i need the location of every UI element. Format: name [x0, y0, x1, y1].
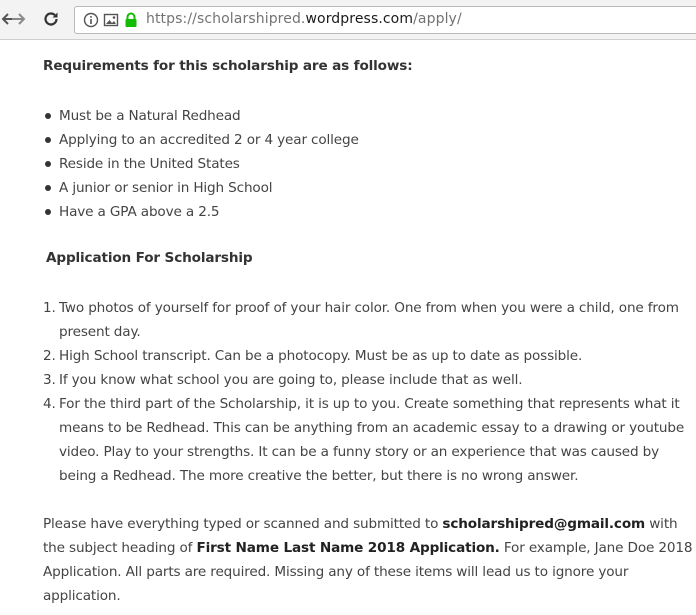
contact-email: scholarshipred@gmail.com [442, 516, 646, 532]
subject-heading: First Name Last Name 2018 Application. [196, 540, 500, 556]
application-heading: Application For Scholarship [46, 250, 253, 266]
site-identity[interactable] [83, 12, 139, 28]
list-item: Reside in the United States [43, 152, 359, 176]
list-item [43, 392, 693, 488]
item-number: 4. [43, 396, 56, 412]
lock-icon [123, 12, 139, 28]
arrow-right-icon [10, 10, 28, 28]
item-number: 3. [43, 372, 56, 388]
instructions-text: For example, Jane Doe 2018 Application. All parts are required. Missing any of these items will lead us to ignore your application. [43, 540, 693, 604]
address-bar[interactable] [74, 6, 696, 34]
browser-toolbar [0, 0, 696, 40]
requirements-list [43, 104, 359, 224]
item-text: If you know what school you are going to, please include that as well. [59, 372, 523, 388]
forward-button[interactable] [8, 8, 30, 30]
application-list [43, 296, 693, 488]
list-item [43, 368, 693, 392]
url-domain: wordpress.com [305, 11, 414, 27]
page-content [0, 40, 696, 615]
info-icon [83, 12, 99, 28]
item-text: High School transcript. Can be a photocopy. Must be as up to date as possible. [59, 348, 583, 364]
url-suffix: /apply/ [413, 11, 462, 27]
item-number: 2. [43, 348, 56, 364]
list-item [43, 344, 693, 368]
list-item: Applying to an accredited 2 or 4 year college [43, 128, 359, 152]
reload-button[interactable] [40, 8, 62, 30]
item-number: 1. [43, 300, 56, 316]
url-text[interactable] [146, 11, 462, 27]
list-item: Must be a Natural Redhead [43, 104, 359, 128]
requirements-heading: Requirements for this scholarship are as follows: [43, 58, 413, 74]
instructions-text: Please have everything typed or scanned and submitted to [43, 516, 443, 532]
item-text: For the third part of the Scholarship, it is up to you. Create something that represents what it means to be Redhead. This can be anything from an academic essay to a drawing or youtube video. Play to your strengths. It can be a funny story or an experience that was caused by being a Redhead. The more creative the better, but there is no wrong answer. [59, 396, 685, 484]
instructions-text: with the subject heading of [43, 516, 678, 556]
reload-icon [42, 10, 60, 28]
image-icon [103, 12, 119, 28]
list-item: A junior or senior in High School [43, 176, 359, 200]
item-text: Two photos of yourself for proof of your hair color. One from when you were a child, one from present day. [59, 300, 679, 340]
list-item [43, 296, 693, 344]
url-prefix: https://scholarshipred. [146, 11, 306, 27]
submission-instructions [43, 512, 693, 608]
list-item: Have a GPA above a 2.5 [43, 200, 359, 224]
